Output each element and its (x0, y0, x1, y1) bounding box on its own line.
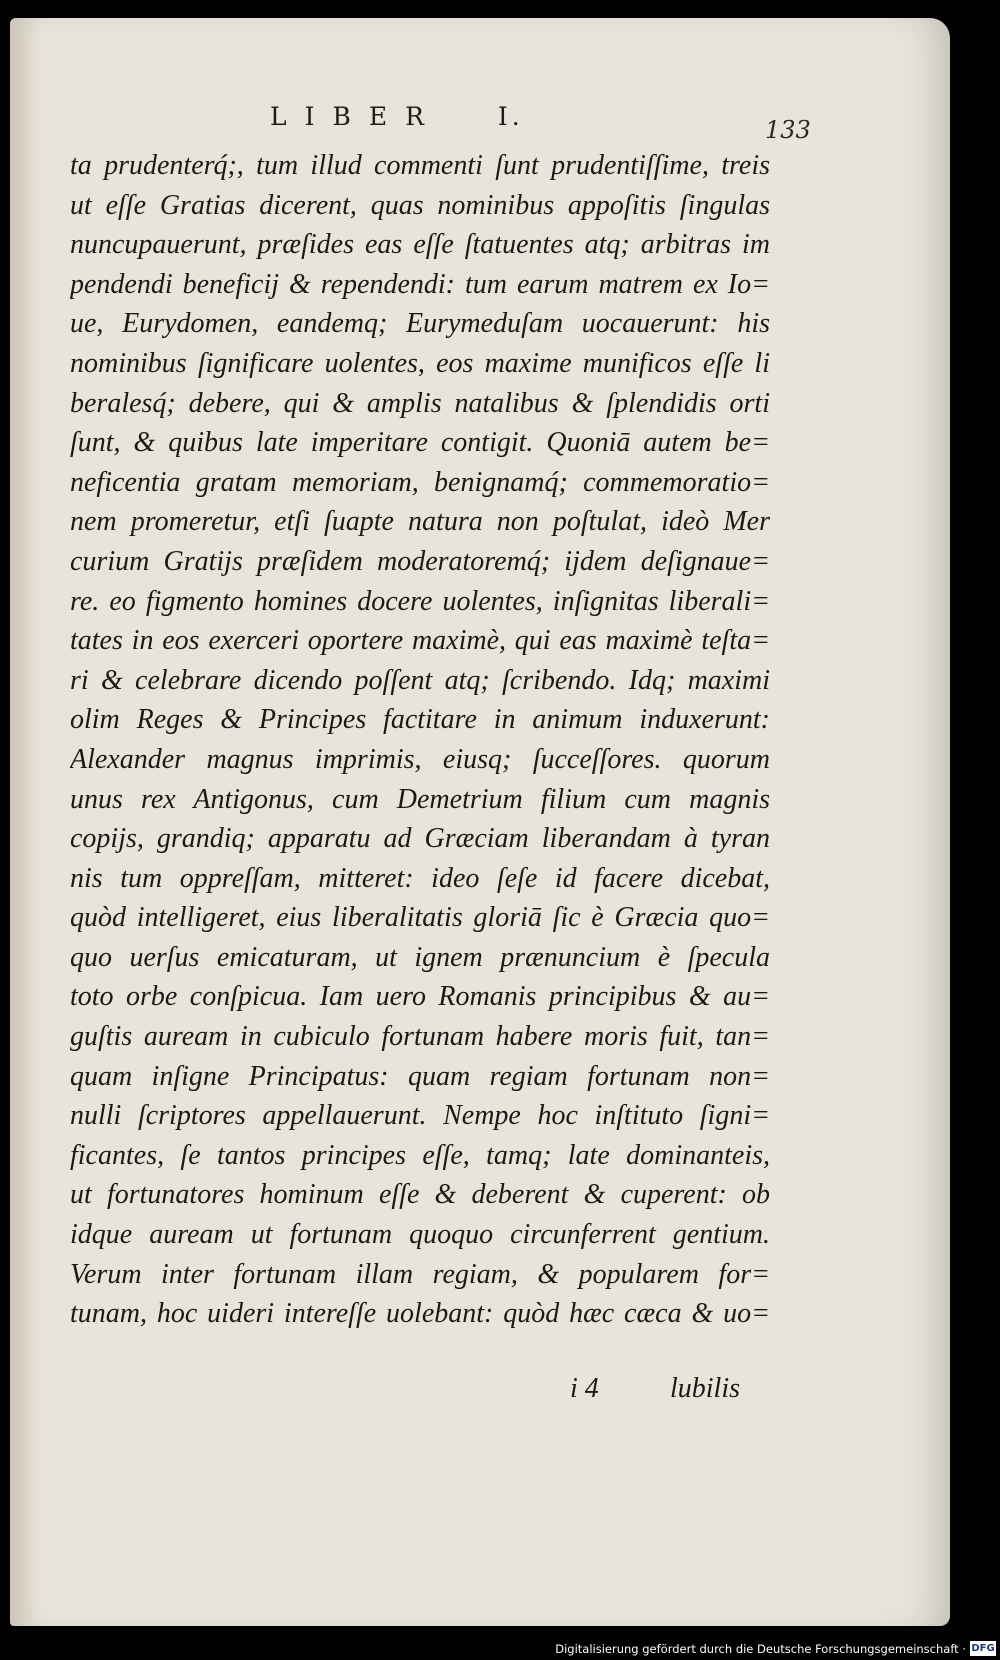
text-line: nulli ſcriptores appellauerunt. Nempe hoc inſtituto ſigni= (70, 1100, 770, 1132)
text-line: ut eſſe Gratias dicerent, quas nominibus appoſitis ſingulas (70, 189, 770, 221)
text-line: re. eo figmento homines docere uolentes, inſignitas liberali= (70, 585, 770, 617)
text-line: tunam, hoc uideri intereſſe uolebant: quòd hæc cæca & uo= (70, 1298, 770, 1330)
page-number: 133 (765, 116, 811, 144)
text-line: curium Gratijs præſidem moderatoremq́; ijdem deſignaue= (70, 545, 770, 577)
text-line: ſunt, & quibus late imperitare contigit. Quoniā autem be= (70, 427, 770, 459)
text-line: toto orbe conſpicua. Iam uero Romanis principibus & au= (70, 981, 770, 1013)
book-page (10, 18, 950, 1626)
text-line: nem promeretur, etſi ſuapte natura non poſtulat, ideò Mer (70, 506, 770, 538)
text-line: nuncupauerunt, præſides eas eſſe ſtatuentes atq; arbitras im (70, 229, 770, 261)
running-head-word: LIBER (270, 102, 442, 131)
text-line: unus rex Antigonus, cum Demetrium filium cum magnis (70, 783, 770, 815)
catchword-row (570, 1373, 750, 1413)
catchword: lubilis (670, 1373, 741, 1404)
funding-credit: Digitalisierung gefördert durch die Deutsche Forschungsgemeinschaft · (555, 1642, 966, 1656)
text-line: tates in eos exerceri oportere maximè, qui eas maximè teſta= (70, 625, 770, 657)
text-line: nis tum oppreſſam, mitteret: ideo ſeſe id facere dicebat, (70, 862, 770, 894)
text-line: ficantes, ſe tantos principes eſſe, tamq; late dominanteis, (70, 1139, 770, 1171)
text-line: guſtis auream in cubiculo fortunam habere moris fuit, tan= (70, 1021, 770, 1053)
text-line: pendendi beneficij & rependendi: tum earum matrem ex Io= (70, 268, 770, 300)
text-line: olim Reges & Principes factitare in animum induxerunt: (70, 704, 770, 736)
text-line: copijs, grandiq; apparatu ad Græciam liberandam à tyran (70, 823, 770, 855)
text-line: ta prudenterq́;, tum illud commenti ſunt prudentiſſime, treis (70, 150, 770, 181)
running-head-book-number: I. (497, 102, 524, 131)
body-text (70, 146, 770, 1334)
text-line: beralesq́; debere, qui & amplis natalibus & ſplendidis orti (70, 387, 770, 419)
text-line: Alexander magnus imprimis, eiusq; ſucceſſores. quorum (70, 743, 770, 775)
dfg-logo: DFG (971, 1643, 995, 1654)
digitization-footer (0, 1638, 1000, 1660)
text-line: ri & celebrare dicendo poſſent atq; ſcribendo. Idq; maximi (70, 664, 770, 696)
text-line: Verum inter fortunam illam regiam, & popularem for= (70, 1258, 770, 1290)
text-line: ut fortunatores hominum eſſe & deberent & cuperent: ob (70, 1179, 770, 1211)
text-line: idque auream ut fortunam quoquo circunferrent gentium. (70, 1219, 770, 1251)
text-line: quo uerſus emicaturam, ut ignem prænuncium è ſpecula (70, 941, 770, 973)
text-line: neficentia gratam memoriam, benignamq́; commemoratio= (70, 466, 770, 498)
text-line: ue, Eurydomen, eandemq; Eurymeduſam uocauerunt: his (70, 308, 770, 340)
signature-mark: i 4 (570, 1373, 599, 1404)
text-line: quam inſigne Principatus: quam regiam fortunam non= (70, 1060, 770, 1092)
text-line: quòd intelligeret, eius liberalitatis gloriā ſic è Græcia quo= (70, 902, 770, 934)
running-head (270, 102, 524, 131)
text-line: nominibus ſignificare uolentes, eos maxime munificos eſſe li (70, 347, 770, 379)
